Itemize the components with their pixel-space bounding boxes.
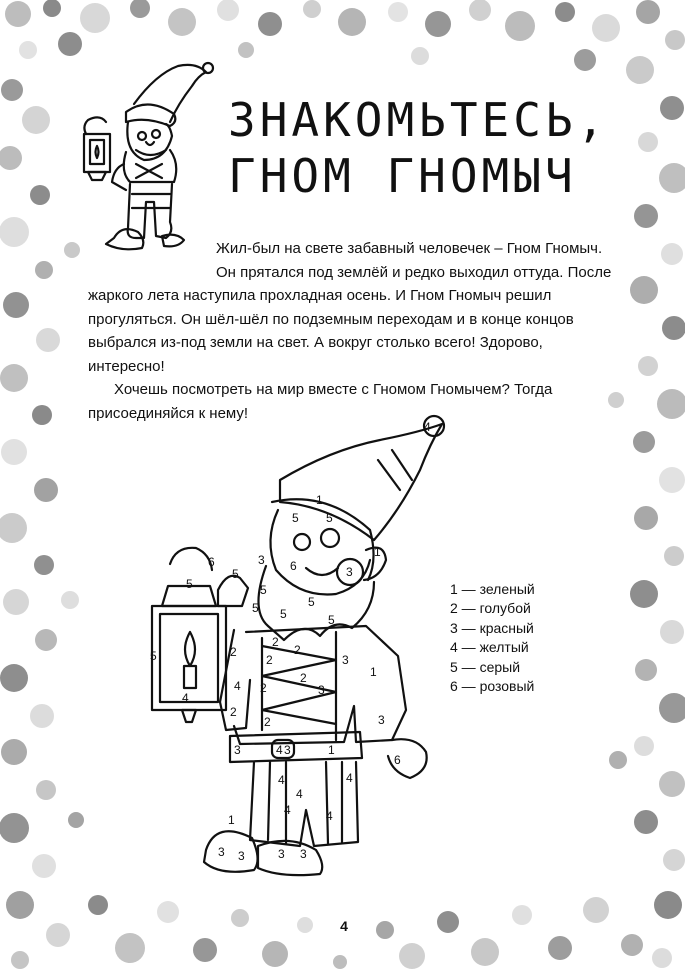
legend-item: 3 — красный [450, 619, 534, 636]
coloring-number: 5 [292, 511, 299, 525]
color-legend [450, 580, 535, 696]
gnome-with-lantern-icon [66, 52, 216, 262]
coloring-number: 3 [278, 847, 285, 861]
story-line: жаркого лета наступила прохладная осень. И Гном Гномыч решил [88, 287, 552, 304]
coloring-number: 2 [266, 653, 273, 667]
coloring-number: 3 [346, 565, 353, 579]
story-text [88, 237, 620, 425]
legend-item: 1 — зеленый [450, 581, 535, 597]
coloring-number: 3 [300, 847, 307, 861]
coloring-number: 2 [230, 645, 237, 659]
page-number: 4 [340, 918, 348, 934]
coloring-number: 4 [424, 420, 431, 434]
legend-item: 4 — желтый [450, 639, 529, 656]
coloring-number: 6 [290, 559, 297, 573]
title-line-2: ГНОМ ГНОМЫЧ [228, 149, 577, 203]
coloring-number: 1 [328, 743, 335, 757]
coloring-number: 6 [394, 753, 401, 767]
coloring-number: 5 [280, 607, 287, 621]
coloring-number: 3 [218, 845, 225, 859]
coloring-number: 4 [182, 691, 189, 705]
legend-item: 6 — розовый [450, 678, 535, 695]
coloring-number: 4 [234, 679, 241, 693]
color-by-number-gnome-icon [130, 410, 450, 880]
coloring-number: 5 [232, 567, 239, 581]
story-line: Хочешь посмотреть на мир вместе с Гномом Гномычем? Тогда [114, 381, 553, 398]
coloring-number: 6 [208, 555, 215, 569]
coloring-number: 5 [150, 649, 157, 663]
coloring-number: 5 [252, 601, 259, 615]
coloring-number: 2 [300, 671, 307, 685]
coloring-number: 1 [316, 493, 323, 507]
coloring-number: 2 [272, 635, 279, 649]
coloring-number: 4 [346, 771, 353, 785]
coloring-number: 3 [342, 653, 349, 667]
coloring-number: 1 [374, 545, 381, 559]
coloring-number: 4 [296, 787, 303, 801]
coloring-number: 4 [326, 809, 333, 823]
coloring-number: 2 [260, 681, 267, 695]
coloring-number: 4 [276, 743, 283, 757]
story-line: присоединяйся к нему! [88, 404, 249, 422]
coloring-number: 5 [308, 595, 315, 609]
coloring-number: 5 [260, 583, 267, 597]
coloring-number: 3 [234, 743, 241, 757]
story-line: прогуляться. Он шёл-шёл по подземным переходам и в конце концов [88, 310, 574, 328]
coloring-number: 3 [284, 743, 291, 757]
coloring-number: 5 [328, 613, 335, 627]
coloring-number: 1 [228, 813, 235, 827]
coloring-number: 1 [370, 665, 377, 679]
coloring-number: 2 [230, 705, 237, 719]
coloring-number: 5 [186, 577, 193, 591]
story-line: выбрался из-под земли на свет. А вокруг столько всего! Здорово, интересно! [88, 334, 543, 375]
coloring-number: 2 [294, 643, 301, 657]
coloring-number: 3 [318, 683, 325, 697]
coloring-number: 4 [278, 773, 285, 787]
coloring-number: 5 [326, 511, 333, 525]
coloring-number: 4 [284, 803, 291, 817]
title-line-1: ЗНАКОМЬТЕСЬ, [228, 93, 609, 147]
story-line: Жил-был на свете забавный человечек – Гном Гномыч. [216, 240, 603, 257]
legend-item: 2 — голубой [450, 600, 531, 617]
story-line: Он прятался под землёй и редко выходил оттуда. После [216, 263, 612, 281]
page-title [228, 92, 658, 204]
coloring-number: 3 [378, 713, 385, 727]
coloring-number: 2 [264, 715, 271, 729]
coloring-number: 3 [258, 553, 265, 567]
legend-item: 5 — серый [450, 658, 521, 675]
coloring-number: 3 [238, 849, 245, 863]
